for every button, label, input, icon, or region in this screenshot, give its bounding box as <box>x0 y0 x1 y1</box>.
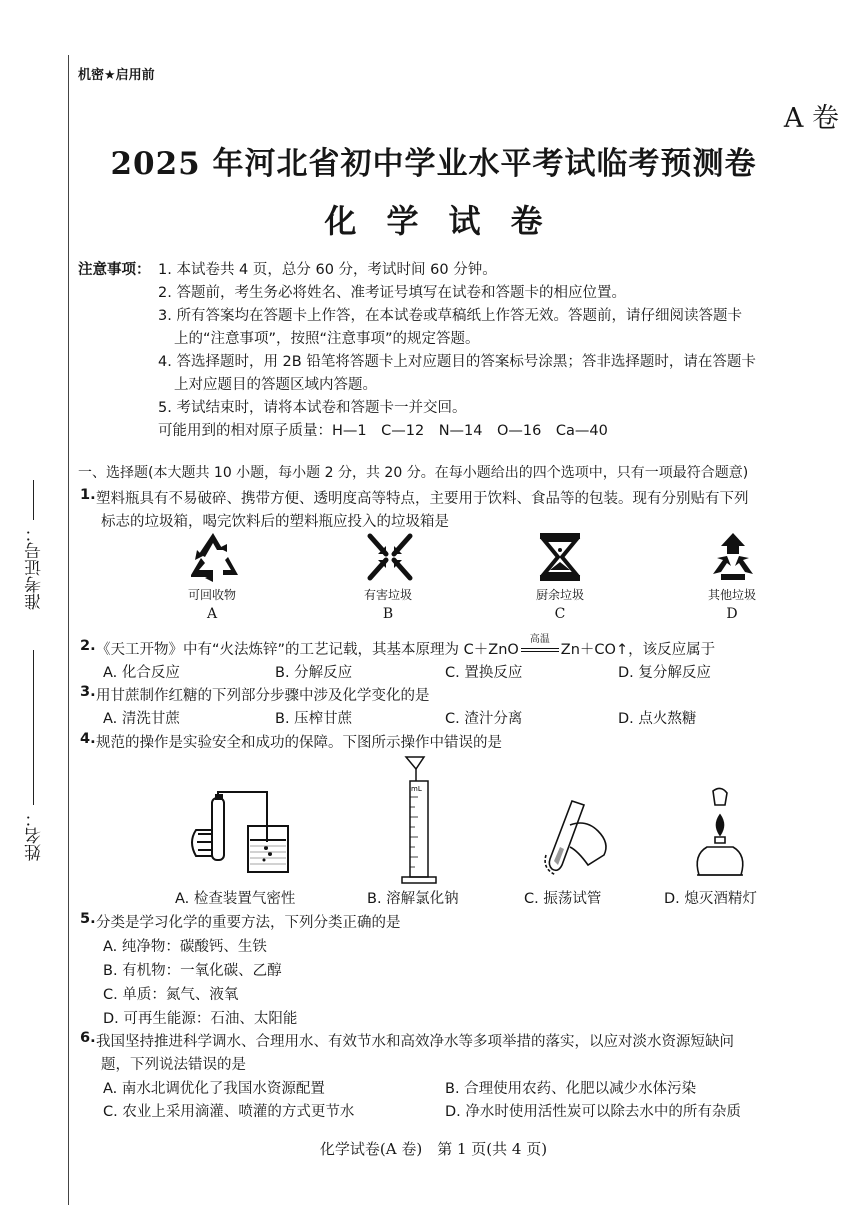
question-number-3: 3. <box>80 684 96 700</box>
question-number-4: 4. <box>80 731 96 747</box>
section-heading: 一、选择题(本大题共 10 小题，每小题 2 分，共 20 分。在每小题给出的四个选项中，只有一项最符合题意) <box>78 465 749 481</box>
note-item-5: 5. 考试结束时，请将本试卷和答题卡一并交回。 <box>158 400 467 416</box>
alcohol-lamp-figure <box>685 785 755 880</box>
q5-option-c: C. 单质：氮气、液氧 <box>103 987 239 1003</box>
q3-option-c: C. 渣汁分离 <box>445 711 523 727</box>
note-item-3: 3. 所有答案均在答题卡上作答，在本试卷或草稿纸上作答无效。答题前，请仔细阅读答题卡 <box>158 308 742 324</box>
note-item-1: 1. 本试卷共 4 页，总分 60 分，考试时间 60 分钟。 <box>158 262 497 278</box>
question-6-stem: 我国坚持推进科学调水、合理用水、有效节水和高效净水等多项举措的落实，以应对淡水资源短缺问 <box>96 1034 734 1050</box>
question-2-stem-part1: 《天工开物》中有“火法炼锌”的工艺记载，其基本原理为 C＋ZnO <box>96 642 519 658</box>
q5-option-d: D. 可再生能源：石油、太阳能 <box>103 1011 298 1027</box>
note-item-4-cont: 上对应题目的答题区域内答题。 <box>174 377 377 393</box>
name-line <box>33 650 34 805</box>
question-6-stem-cont: 题，下列说法错误的是 <box>101 1057 246 1073</box>
icon-letter-a: A <box>206 606 218 622</box>
reaction-condition: 高温 <box>529 634 550 645</box>
question-number-5: 5. <box>80 911 96 927</box>
notes-label: 注意事项： <box>78 262 151 278</box>
q4-option-a: A. 检查装置气密性 <box>175 891 296 907</box>
recycle-icon <box>183 530 243 585</box>
atomic-mass-line: 可能用到的相对原子质量：H—1 C—12 N—14 O—16 Ca—40 <box>158 423 608 439</box>
q2-option-d: D. 复分解反应 <box>618 665 711 681</box>
q6-option-d: D. 净水时使用活性炭可以除去水中的所有杂质 <box>445 1104 741 1120</box>
q6-option-c: C. 农业上采用滴灌、喷灌的方式更节水 <box>103 1104 355 1120</box>
q2-option-c: C. 置换反应 <box>445 665 523 681</box>
q2-option-b: B. 分解反应 <box>275 665 353 681</box>
reaction-arrow <box>519 634 561 658</box>
exam-number-label: 准考证号： <box>25 525 45 610</box>
question-number-1: 1. <box>80 487 96 503</box>
q3-option-a: A. 清洗甘蔗 <box>103 711 180 727</box>
volume-label: A 卷 <box>783 103 839 134</box>
subject-title: 化学试卷 <box>324 202 573 240</box>
icon-letter-c: C <box>554 606 566 622</box>
icon-label-c: 厨余垃圾 <box>535 588 584 602</box>
note-item-4: 4. 答选择题时，用 2B 铅笔将答题卡上对应题目的答案标号涂黑；答非选择题时，请在答题卡 <box>158 354 756 370</box>
question-1-stem-cont: 标志的垃圾箱，喝完饮料后的塑料瓶应投入的垃圾箱是 <box>101 514 449 530</box>
question-4-stem: 规范的操作是实验安全和成功的保障。下图所示操作中错误的是 <box>96 735 502 751</box>
kitchen-waste-icon <box>530 530 590 585</box>
question-number-2: 2. <box>80 638 96 654</box>
cylinder-unit-label: mL <box>411 785 422 793</box>
q6-option-a: A. 南水北调优化了我国水资源配置 <box>103 1081 325 1097</box>
q2-option-a: A. 化合反应 <box>103 665 180 681</box>
q4-option-d: D. 熄灭酒精灯 <box>664 891 757 907</box>
note-item-3-cont: 上的“注意事项”，按照“注意事项”的规定答题。 <box>174 331 480 347</box>
confidential-notice: 机密★启用前 <box>78 68 155 83</box>
icon-letter-b: B <box>382 606 394 622</box>
page-footer: 化学试卷(A 卷) 第 1 页(共 4 页) <box>319 1140 548 1158</box>
question-number-6: 6. <box>80 1030 96 1046</box>
q5-option-b: B. 有机物：一氧化碳、乙醇 <box>103 963 282 979</box>
page-title: 2025 年河北省初中学业水平考试临考预测卷 <box>110 146 757 182</box>
icon-label-b: 有害垃圾 <box>363 588 412 602</box>
name-label: 姓名： <box>25 810 45 861</box>
icon-label-a: 可回收物 <box>187 588 236 602</box>
other-waste-icon <box>703 530 763 585</box>
shake-test-tube-figure <box>540 795 620 880</box>
q6-option-b: B. 合理使用农药、化肥以减少水体污染 <box>445 1081 697 1097</box>
q4-option-b: B. 溶解氯化钠 <box>367 891 459 907</box>
hazardous-icon <box>360 530 420 585</box>
airtightness-check-figure <box>182 790 302 885</box>
q5-option-a: A. 纯净物：碳酸钙、生铁 <box>103 939 267 955</box>
icon-letter-d: D <box>726 606 738 622</box>
question-1-stem: 塑料瓶具有不易破碎、携带方便、透明度高等特点，主要用于饮料、食品等的包装。现有分别贴有下列 <box>96 491 749 507</box>
q4-option-c: C. 振荡试管 <box>524 891 602 907</box>
graduated-cylinder-figure <box>398 755 448 885</box>
note-item-2: 2. 答题前，考生务必将姓名、准考证号填写在试卷和答题卡的相应位置。 <box>158 285 626 301</box>
question-5-stem: 分类是学习化学的重要方法，下列分类正确的是 <box>96 915 401 931</box>
question-2-stem <box>96 634 716 659</box>
question-3-stem: 用甘蔗制作红糖的下列部分步骤中涉及化学变化的是 <box>96 688 430 704</box>
icon-label-d: 其他垃圾 <box>707 588 756 602</box>
question-2-stem-part2: Zn＋CO↑，该反应属于 <box>560 642 716 658</box>
q3-option-b: B. 压榨甘蔗 <box>275 711 353 727</box>
q3-option-d: D. 点火熬糖 <box>618 711 697 727</box>
exam-number-line <box>33 480 34 520</box>
